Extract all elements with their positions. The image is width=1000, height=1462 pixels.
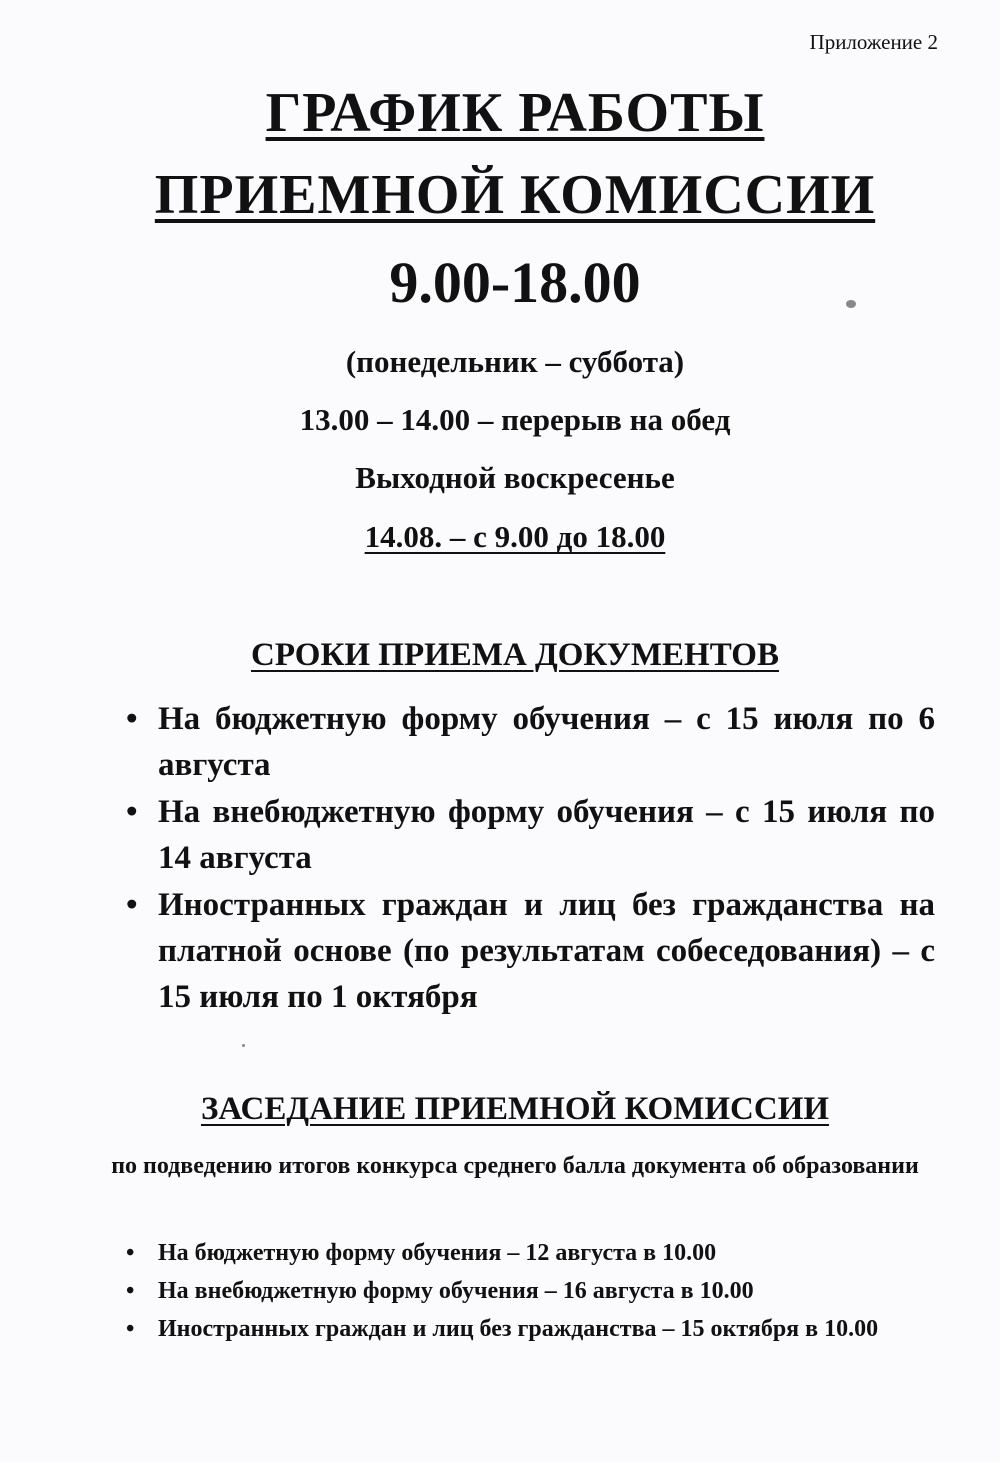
appendix-label: Приложение 2 <box>809 30 938 54</box>
list-item: • На бюджетную форму обучения – с 15 июля по 6 августа <box>120 696 935 788</box>
list-item: • На внебюджетную форму обучения – 16 августа в 10.00 <box>122 1272 937 1310</box>
bullet-icon: • <box>126 794 138 830</box>
deadlines-list <box>120 696 935 1021</box>
list-item: • Иностранных граждан и лиц без гражданства на платной основе (по результатам собеседования) – с 15 июля по 1 октября <box>120 882 935 1020</box>
bullet-icon: • <box>126 701 138 737</box>
schedule-lunch: 13.00 – 14.00 – перерыв на обед <box>299 402 731 437</box>
schedule-day-off: Выходной воскресенье <box>355 460 675 495</box>
title-line-2: ПРИЕМНОЙ КОМИССИИ <box>154 164 876 226</box>
list-item: • На внебюджетную форму обучения – с 15 июля по 14 августа <box>120 789 935 881</box>
list-item: • Иностранных граждан и лиц без гражданства – 15 октября в 10.00 <box>122 1310 937 1348</box>
schedule-days: (понедельник – суббота) <box>345 344 685 379</box>
schedule-special-date: 14.08. – с 9.00 до 18.00 <box>364 519 666 554</box>
bullet-icon: • <box>126 1278 135 1304</box>
deadlines-heading: СРОКИ ПРИЕМА ДОКУМЕНТОВ <box>251 637 779 673</box>
work-hours: 9.00-18.00 <box>389 250 641 315</box>
page-title <box>0 72 1000 236</box>
bullet-icon: • <box>126 1240 135 1266</box>
title-line-1: ГРАФИК РАБОТЫ <box>265 82 765 144</box>
scan-speck <box>846 300 856 308</box>
meeting-list <box>122 1234 937 1348</box>
meeting-subtitle: по подведению итогов конкурса среднего балла документа об образовании <box>111 1153 919 1179</box>
scan-speck <box>242 1044 245 1047</box>
list-item: • На бюджетную форму обучения – 12 августа в 10.00 <box>122 1234 937 1272</box>
bullet-icon: • <box>126 1316 135 1342</box>
meeting-heading: ЗАСЕДАНИЕ ПРИЕМНОЙ КОМИССИИ <box>200 1091 830 1127</box>
bullet-icon: • <box>126 887 138 923</box>
